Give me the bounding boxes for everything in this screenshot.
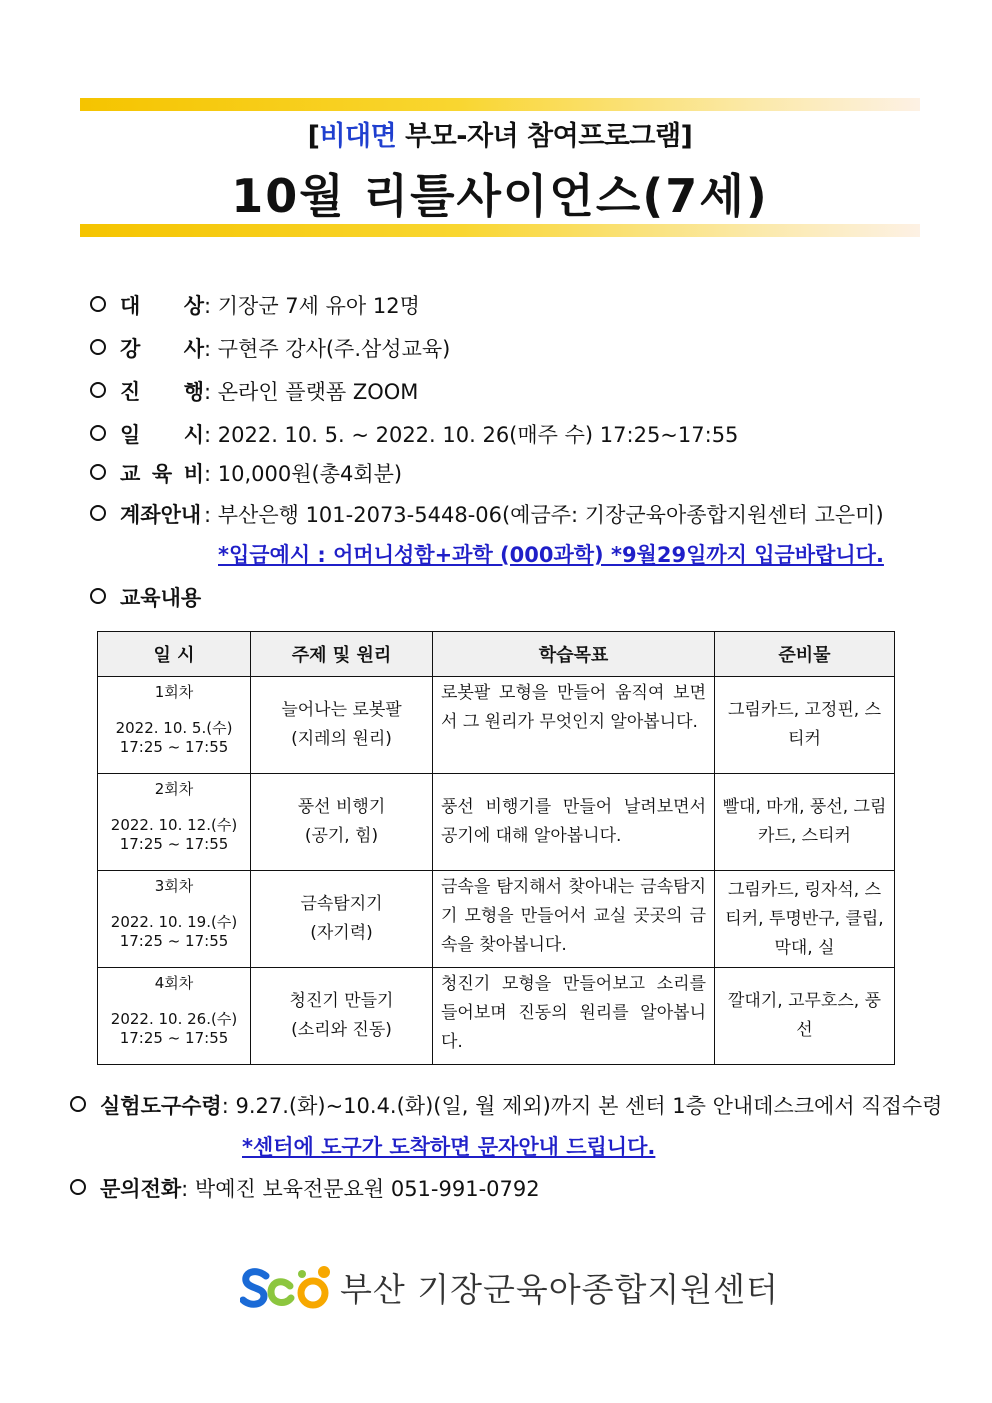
goal-cell: 풍선 비행기를 만들어 날려보면서 공기에 대해 알아봅니다.	[433, 774, 715, 871]
info-method: 진 행: 온라인 플랫폼 ZOOM	[90, 376, 418, 406]
info-tools: 실험도구수령: 9.27.(화)~10.4.(화)(일, 월 제외)까지 본 센터 1층 안내데스크에서 직접수령	[70, 1090, 942, 1120]
header-materials: 준비물	[715, 632, 895, 677]
materials-cell: 깔대기, 고무호스, 풍선	[715, 968, 895, 1065]
table-header-row	[98, 632, 895, 677]
circle-bullet-icon	[90, 505, 106, 521]
info-content: 교육내용	[90, 582, 201, 612]
tools-note: *센터에 도구가 도착하면 문자안내 드립니다.	[242, 1135, 656, 1159]
session-cell: 4회차 2022. 10. 26.(수) 17:25 ~ 17:55	[98, 968, 251, 1065]
topic-cell: 풍선 비행기 (공기, 힘)	[251, 774, 433, 871]
circle-bullet-icon	[70, 1096, 86, 1112]
table-row	[98, 677, 895, 774]
session-cell: 2회차 2022. 10. 12.(수) 17:25 ~ 17:55	[98, 774, 251, 871]
info-schedule: 일 시: 2022. 10. 5. ~ 2022. 10. 26(매주 수) 17:25~17:55	[90, 419, 738, 449]
topic-cell: 금속탐지기 (자기력)	[251, 871, 433, 968]
center-logo-text: 부산 기장군육아종합지원센터	[340, 1269, 779, 1309]
header-topic: 주제 및 원리	[251, 632, 433, 677]
circle-bullet-icon	[90, 382, 106, 398]
header-date: 일 시	[98, 632, 251, 677]
circle-bullet-icon	[90, 588, 106, 604]
materials-cell: 빨대, 마개, 풍선, 그림카드, 스티커	[715, 774, 895, 871]
circle-bullet-icon	[90, 425, 106, 441]
circle-bullet-icon	[90, 464, 106, 480]
title-bar-top	[80, 98, 920, 111]
session-cell: 1회차 2022. 10. 5.(수) 17:25 ~ 17:55	[98, 677, 251, 774]
session-cell: 3회차 2022. 10. 19.(수) 17:25 ~ 17:55	[98, 871, 251, 968]
page-title: 10월 리틀사이언스(7세)	[231, 169, 769, 223]
info-account: 계좌안내 : 부산은행 101-2073-5448-06(예금주: 기장군육아종합지원센터 고은미)	[90, 499, 884, 529]
table-row	[98, 968, 895, 1065]
goal-cell: 로봇팔 모형을 만들어 움직여 보면서 그 원리가 무엇인지 알아봅니다.	[433, 677, 715, 774]
deposit-note: *입금예시 : 어머니성함+과학 (000과학) *9월29일까지 입금바랍니다.	[218, 543, 884, 567]
goal-cell: 청진기 모형을 만들어보고 소리를 들어보며 진동의 원리를 알아봅니다.	[433, 968, 715, 1065]
table-row	[98, 871, 895, 968]
header-goal: 학습목표	[433, 632, 715, 677]
circle-bullet-icon	[90, 339, 106, 355]
page-subtitle: [비대면 부모-자녀 참여프로그램]	[307, 121, 693, 152]
info-target: 대 상: 기장군 7세 유아 12명	[90, 290, 420, 320]
schedule-table	[97, 631, 895, 1065]
goal-cell: 금속을 탐지해서 찾아내는 금속탐지기 모형을 만들어서 교실 곳곳의 금속을 찾아봅니다.	[433, 871, 715, 968]
materials-cell: 그림카드, 고정핀, 스티커	[715, 677, 895, 774]
title-bar-bottom	[80, 224, 920, 237]
info-contact: 문의전화: 박예진 보육전문요원 051-991-0792	[70, 1173, 540, 1203]
materials-cell: 그림카드, 링자석, 스티커, 투명반구, 클립, 막대, 실	[715, 871, 895, 968]
circle-bullet-icon	[90, 296, 106, 312]
center-logo	[240, 1262, 779, 1312]
table-row	[98, 774, 895, 871]
info-instructor: 강 사: 구현주 강사(주.삼성교육)	[90, 333, 450, 363]
info-fee: 교 육 비: 10,000원(총4회분)	[90, 458, 402, 488]
topic-cell: 늘어나는 로봇팔 (지레의 원리)	[251, 677, 433, 774]
circle-bullet-icon	[70, 1179, 86, 1195]
center-logo-icon	[240, 1262, 332, 1312]
topic-cell: 청진기 만들기 (소리와 진동)	[251, 968, 433, 1065]
